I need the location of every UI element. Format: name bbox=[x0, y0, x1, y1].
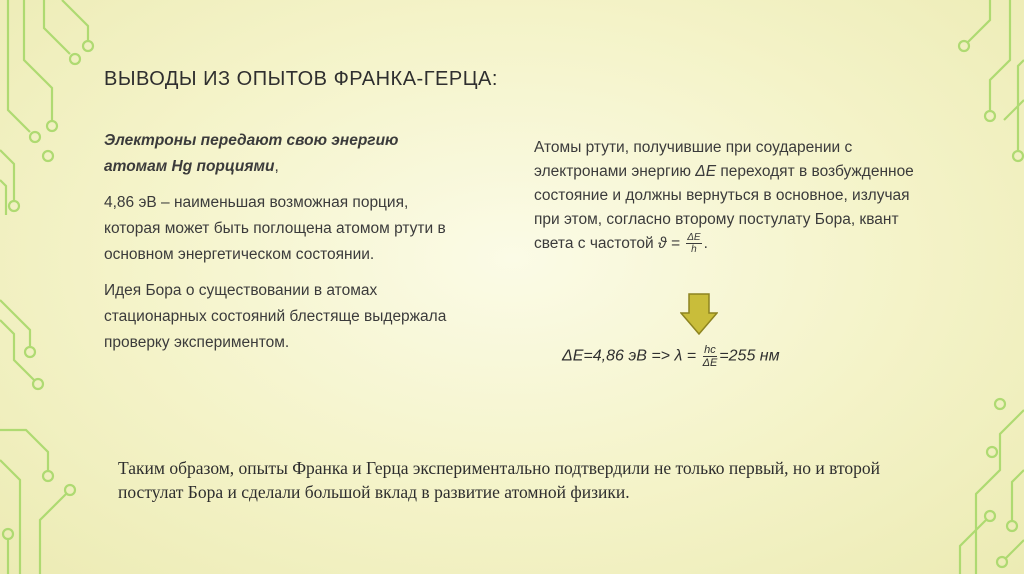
left-column bbox=[104, 128, 464, 366]
conclusion-text: Таким образом, опыты Франка и Герца экспериментально подтвердили не только первый, но и второй постулат Бора и сделали большой вклад в развитие атомной физики. bbox=[118, 458, 880, 502]
frequency-fraction bbox=[686, 232, 701, 255]
wavelength-formula bbox=[562, 344, 780, 369]
formula-numerator: hc bbox=[704, 344, 716, 356]
intro-tail: , bbox=[274, 158, 279, 175]
intro-bold-text: Электроны передают свою энергию атомам Hg порциями bbox=[104, 132, 399, 175]
right-text-before: Атомы ртути, получившие при соударении с электронами энергию bbox=[534, 139, 853, 180]
intro-paragraph bbox=[104, 128, 464, 180]
formula-fraction bbox=[703, 344, 718, 369]
right-text-after: переходят в возбужденное состояние и должны вернуться в основное, излучая при этом, согласно второму постулату Бора, квант света с частотой bbox=[534, 163, 914, 252]
page-title: ВЫВОДЫ ИЗ ОПЫТОВ ФРАНКА-ГЕРЦА: bbox=[104, 68, 498, 90]
fraction-numerator: ΔE bbox=[687, 232, 701, 244]
frequency-symbol: ϑ = bbox=[658, 235, 680, 252]
down-arrow-icon bbox=[680, 293, 718, 335]
sentence-end: . bbox=[703, 235, 708, 252]
fraction-denominator: h bbox=[691, 244, 697, 256]
delta-e-symbol: ΔE bbox=[695, 163, 717, 180]
right-column bbox=[534, 136, 914, 256]
formula-denominator: ΔE bbox=[702, 357, 718, 369]
right-paragraph bbox=[534, 136, 914, 256]
paragraph-bohr-idea: Идея Бора о существовании в атомах стационарных состояний блестяще выдержала проверку экспериментом. bbox=[104, 282, 447, 351]
formula-result: =255 нм bbox=[719, 347, 780, 365]
formula-left: ΔE=4,86 эВ => λ = bbox=[562, 347, 697, 365]
paragraph-min-portion: 4,86 эВ – наименьшая возможная порция, которая может быть поглощена атомом ртути в основном энергетическом состоянии. bbox=[104, 194, 446, 263]
